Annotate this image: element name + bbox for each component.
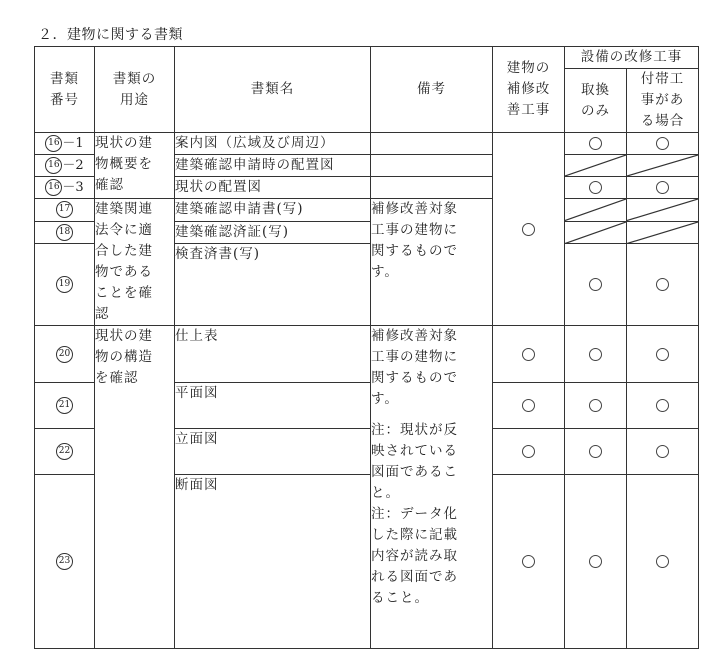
- remarks-line: 補修改善対象: [371, 201, 458, 217]
- doc-number-suffix: －3: [62, 180, 84, 195]
- header-replace-line1: 取換: [581, 81, 610, 98]
- remarks-line: す。: [371, 264, 399, 280]
- remarks-spacer: [371, 410, 492, 420]
- remarks-line: れる図面であ: [371, 569, 458, 585]
- doc-number: [35, 475, 95, 649]
- remarks-line: 関するもので: [371, 243, 458, 259]
- circle-mark: [522, 399, 535, 412]
- purpose-line: 認: [95, 306, 110, 322]
- replace-cell: [565, 244, 627, 326]
- assoc-cell-na: [627, 221, 699, 244]
- circle-mark: [656, 399, 669, 412]
- circle-mark: [656, 555, 669, 568]
- doc-name: 案内図（広域及び周辺）: [175, 133, 371, 155]
- doc-name: 平面図: [175, 383, 371, 429]
- doc-name: 立面図: [175, 429, 371, 475]
- circle-mark: [589, 555, 602, 568]
- circled-number: 16: [45, 157, 62, 174]
- circle-mark: [656, 181, 669, 194]
- building-cell: [493, 429, 565, 475]
- replace-cell-na: [565, 221, 627, 244]
- doc-number-suffix: －1: [62, 136, 84, 151]
- assoc-cell-na: [627, 199, 699, 222]
- doc-number: [35, 199, 95, 222]
- assoc-cell: [627, 475, 699, 649]
- header-doc-name: 書類名: [175, 47, 371, 133]
- remarks-line: 注：現状が反: [371, 422, 458, 438]
- slash-mark: [627, 155, 698, 176]
- purpose-line: 確認: [95, 177, 124, 193]
- header-purpose-line2: 用途: [120, 91, 149, 108]
- table-row: [35, 133, 699, 155]
- circle-mark: [589, 445, 602, 458]
- remarks-cell: [371, 199, 493, 326]
- doc-name: 建築確認申請時の配置図: [175, 155, 371, 177]
- replace-cell: [565, 383, 627, 429]
- assoc-cell-na: [627, 155, 699, 177]
- replace-cell-na: [565, 199, 627, 222]
- purpose-line: 法令に適: [95, 222, 153, 238]
- header-building-line2: 補修改: [506, 81, 551, 97]
- circle-mark: [522, 555, 535, 568]
- remarks-line: 注：データ化: [371, 506, 458, 522]
- circled-number: 20: [56, 346, 73, 363]
- circled-number: 23: [56, 553, 73, 570]
- replace-cell: [565, 429, 627, 475]
- slash-mark: [565, 155, 626, 176]
- purpose-line: を確認: [95, 370, 139, 386]
- circle-mark: [589, 278, 602, 291]
- doc-name: 建築確認申請書(写): [175, 199, 371, 222]
- doc-number: [35, 155, 95, 177]
- doc-name: 現状の配置図: [175, 177, 371, 199]
- header-replace-only: [565, 69, 627, 133]
- header-assoc-line2: 事があ: [640, 92, 685, 108]
- circle-mark: [656, 137, 669, 150]
- purpose-cell: [95, 326, 175, 649]
- doc-name: 検査済書(写): [175, 244, 371, 326]
- circle-mark: [589, 399, 602, 412]
- circled-number: 22: [56, 443, 73, 460]
- building-cell: [493, 133, 565, 326]
- assoc-cell: [627, 383, 699, 429]
- remarks-line: した際に記載: [371, 527, 458, 543]
- remarks-line: 工事の建物に: [371, 222, 458, 238]
- remarks-line: 内容が読み取: [371, 548, 458, 564]
- slash-mark: [627, 222, 698, 244]
- doc-number: [35, 429, 95, 475]
- header-purpose-line1: 書類の: [112, 70, 157, 87]
- header-remarks: 備考: [371, 47, 493, 133]
- circle-mark: [656, 348, 669, 361]
- doc-name: 仕上表: [175, 326, 371, 383]
- assoc-cell: [627, 429, 699, 475]
- section-title: ２．建物に関する書類: [38, 27, 183, 43]
- purpose-line: 現状の建: [95, 328, 153, 344]
- circled-number: 16: [45, 179, 62, 196]
- doc-name: 建築確認済証(写): [175, 221, 371, 244]
- remarks-line: す。: [371, 391, 399, 407]
- purpose-line: ことを確: [95, 285, 153, 301]
- building-cell: [493, 326, 565, 383]
- circle-mark: [589, 348, 602, 361]
- replace-cell: [565, 475, 627, 649]
- remarks-cell: [371, 155, 493, 177]
- building-cell: [493, 475, 565, 649]
- circle-mark: [589, 181, 602, 194]
- doc-number: [35, 133, 95, 155]
- remarks-line: ること。: [371, 590, 429, 606]
- assoc-cell: [627, 177, 699, 199]
- circled-number: 21: [56, 397, 73, 414]
- replace-cell: [565, 133, 627, 155]
- doc-number-suffix: －2: [62, 158, 84, 173]
- remarks-line: 図面であるこ: [371, 464, 458, 480]
- circled-number: 17: [56, 201, 73, 218]
- purpose-line: 物である: [95, 264, 153, 280]
- replace-cell: [565, 326, 627, 383]
- doc-number: [35, 177, 95, 199]
- remarks-line: 補修改善対象: [371, 328, 458, 344]
- purpose-line: 合した建: [95, 243, 153, 259]
- header-with-associated: [627, 69, 699, 133]
- remarks-line: 映されている: [371, 443, 458, 459]
- doc-number: [35, 221, 95, 244]
- header-doc-no: [35, 47, 95, 133]
- circled-number: 16: [45, 135, 62, 152]
- remarks-cell: [371, 133, 493, 155]
- circle-mark: [589, 137, 602, 150]
- building-cell: [493, 383, 565, 429]
- remarks-cell: [371, 177, 493, 199]
- assoc-cell: [627, 244, 699, 326]
- assoc-cell: [627, 326, 699, 383]
- remarks-line: と。: [371, 485, 400, 501]
- header-doc-no-line2: 番号: [50, 91, 79, 108]
- assoc-cell: [627, 133, 699, 155]
- purpose-line: 物の構造: [95, 349, 153, 365]
- circled-number: 19: [56, 276, 73, 293]
- slash-mark: [565, 222, 626, 244]
- header-equipment: 設備の改修工事: [565, 47, 699, 69]
- remarks-cell: [371, 326, 493, 649]
- replace-cell-na: [565, 155, 627, 177]
- documents-table: [34, 46, 699, 649]
- purpose-line: 建築関連: [95, 201, 153, 217]
- header-purpose: [95, 47, 175, 133]
- slash-mark: [627, 199, 698, 221]
- header-doc-no-line1: 書類: [50, 70, 79, 87]
- table-row: [35, 199, 699, 222]
- header-replace-line2: のみ: [581, 102, 610, 119]
- header-assoc-line3: る場合: [640, 113, 685, 129]
- purpose-line: 現状の建: [95, 135, 153, 151]
- purpose-cell: [95, 199, 175, 326]
- doc-number: [35, 244, 95, 326]
- remarks-line: 工事の建物に: [371, 349, 458, 365]
- header-building: [493, 47, 565, 133]
- doc-number: [35, 383, 95, 429]
- header-assoc-line1: 付帯工: [640, 71, 685, 87]
- circled-number: 18: [56, 224, 73, 241]
- slash-mark: [565, 199, 626, 221]
- circle-mark: [522, 223, 535, 236]
- header-building-line1: 建物の: [506, 60, 551, 76]
- replace-cell: [565, 177, 627, 199]
- remarks-line: 関するもので: [371, 370, 458, 386]
- circle-mark: [522, 348, 535, 361]
- header-building-line3: 善工事: [506, 102, 551, 118]
- purpose-line: 物概要を: [95, 156, 153, 172]
- circle-mark: [522, 445, 535, 458]
- circle-mark: [656, 445, 669, 458]
- doc-name: 断面図: [175, 475, 371, 649]
- table-row: [35, 326, 699, 383]
- circle-mark: [656, 278, 669, 291]
- doc-number: [35, 326, 95, 383]
- purpose-cell: [95, 133, 175, 199]
